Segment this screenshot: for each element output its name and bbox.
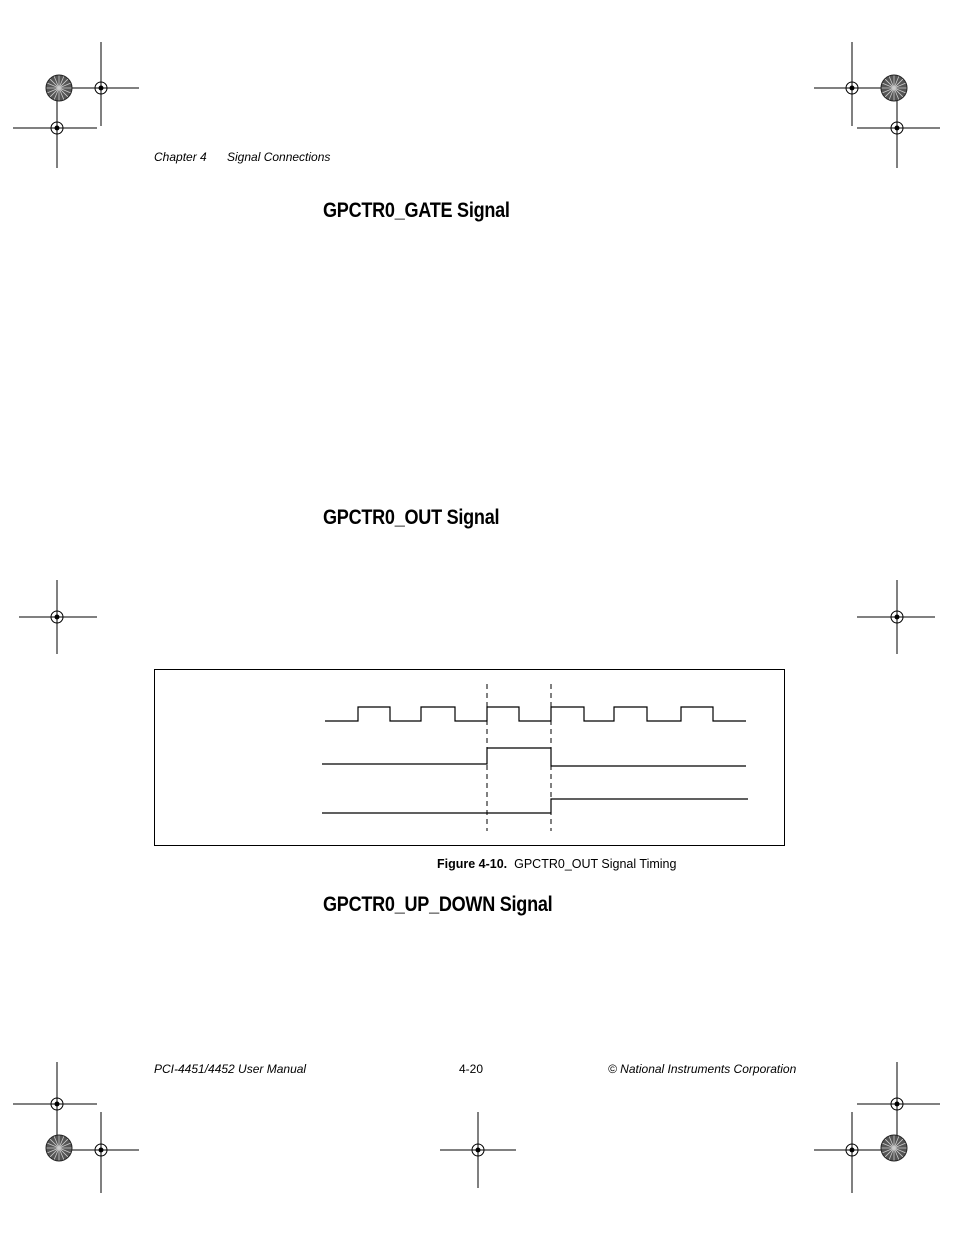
figure-caption [437,857,676,871]
footer-manual: PCI-4451/4452 User Manual [154,1062,307,1076]
figure-title: GPCTR0_OUT Signal Timing [514,857,677,871]
toggle-output-waveform [322,799,748,813]
footer-copyright: © National Instruments Corporation [608,1062,797,1076]
figure-number: Figure 4-10. [437,857,508,871]
heading-gpctr0-gate: GPCTR0_GATE Signal [323,199,510,222]
heading-gpctr0-out: GPCTR0_OUT Signal [323,506,500,529]
pulse-output-waveform [322,748,746,766]
header-section: Signal Connections [227,150,331,164]
clock-waveform [325,707,746,721]
footer-page-number: 4-20 [459,1062,484,1076]
header-chapter: Chapter 4 [154,150,207,164]
heading-gpctr0-up-down: GPCTR0_UP_DOWN Signal [323,893,553,916]
